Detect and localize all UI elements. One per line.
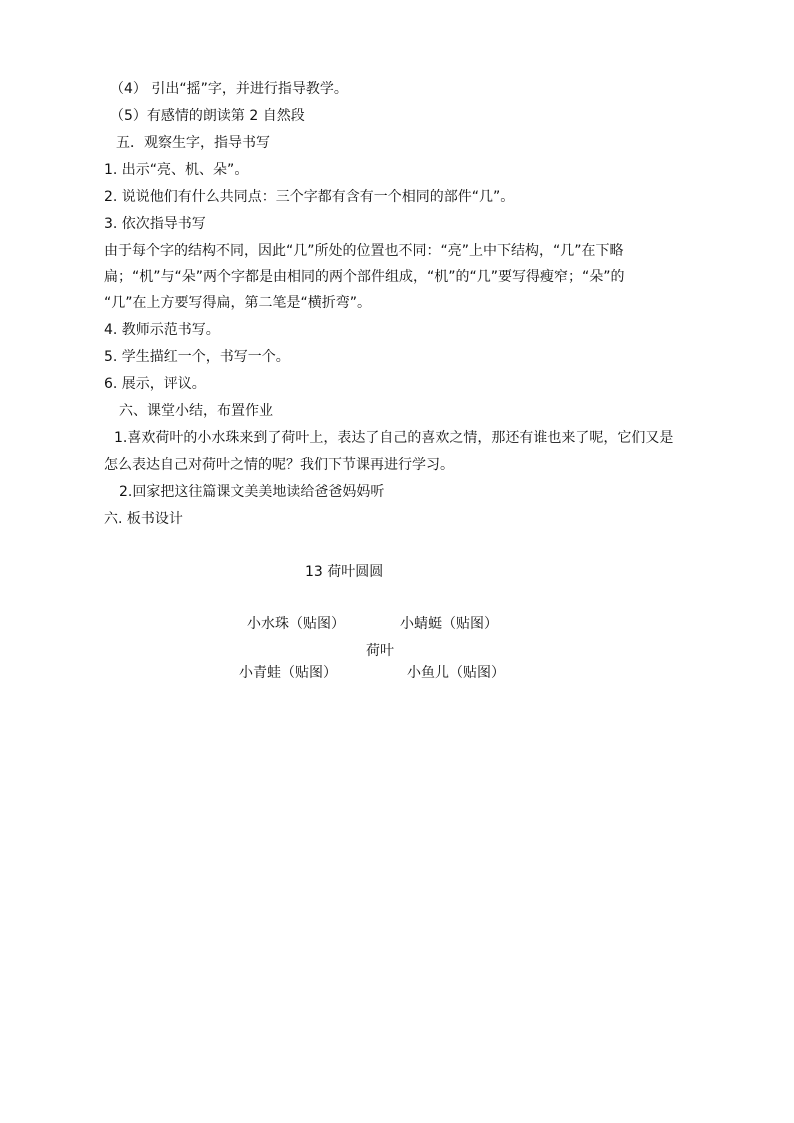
summary-line-2: 怎么表达自己对荷叶之情的呢？我们下节课再进行学习。 bbox=[104, 457, 454, 473]
list-item-2: 2. 说说他们有什么共同点：三个字都有含有一个相同的部件“几”。 bbox=[104, 189, 515, 205]
step-5-text: （5）有感情的朗读第 2 自然段 bbox=[110, 108, 305, 124]
board-title: 13 荷叶圆圆 bbox=[305, 564, 384, 580]
paragraph-line-3: “几”在上方要写得扁，第二笔是“横折弯”。 bbox=[104, 295, 372, 311]
board-top-left: 小水珠（贴图） bbox=[247, 616, 345, 632]
section-6-heading: 六、课堂小结，布置作业 bbox=[119, 403, 273, 419]
homework-line: 2.回家把这往篇课文美美地读给爸爸妈妈听 bbox=[119, 484, 385, 500]
board-bottom-left: 小青蛙（贴图） bbox=[239, 665, 337, 681]
board-top-right: 小蜻蜓（贴图） bbox=[400, 616, 498, 632]
paragraph-line-1: 由于每个字的结构不同，因此“几”所处的位置也不同：“亮”上中下结构，“几”在下略 bbox=[104, 243, 624, 259]
list-item-4: 4. 教师示范书写。 bbox=[104, 322, 220, 338]
board-bottom-right: 小鱼儿（贴图） bbox=[407, 665, 505, 681]
step-4-text: （4） 引出“摇”字，并进行指导教学。 bbox=[110, 81, 348, 97]
list-item-3: 3. 依次指导书写 bbox=[104, 216, 206, 232]
summary-line-1: 1.喜欢荷叶的小水珠来到了荷叶上，表达了自己的喜欢之情，那还有谁也来了呢，它们又是 bbox=[114, 430, 674, 446]
section-5-heading: 五．观察生字，指导书写 bbox=[116, 135, 270, 151]
list-item-1: 1. 出示“亮、机、朵”。 bbox=[104, 162, 249, 178]
board-design-heading: 六. 板书设计 bbox=[104, 511, 183, 527]
board-center: 荷叶 bbox=[366, 643, 394, 659]
list-item-5: 5. 学生描红一个，书写一个。 bbox=[104, 349, 290, 365]
paragraph-line-2: 扁；“机”与“朵”两个字都是由相同的两个部件组成，“机”的“几”要写得瘦窄；“朵”的 bbox=[104, 269, 625, 285]
list-item-6: 6. 展示，评议。 bbox=[104, 376, 206, 392]
